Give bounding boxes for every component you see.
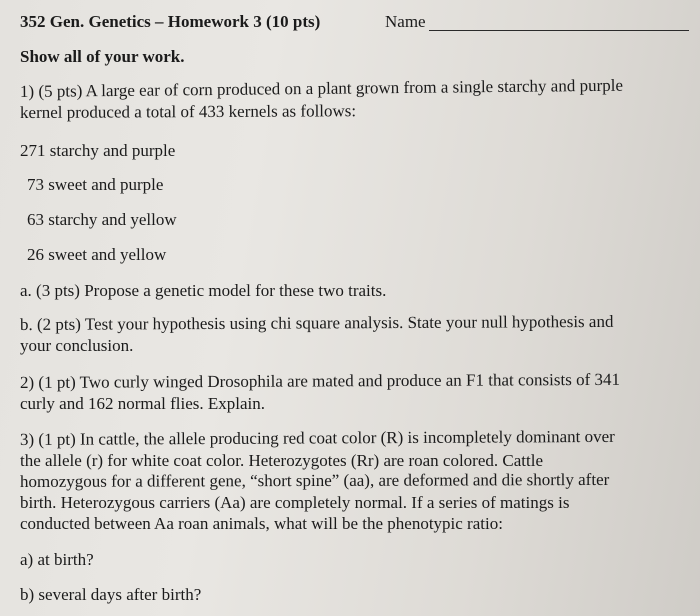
q1-intro-line2: kernel produced a total of 433 kernels as follows: xyxy=(19,101,357,122)
name-blank-line xyxy=(429,30,689,31)
q2-line2: curly and 162 normal flies. Explain. xyxy=(20,394,266,413)
q1-part-a: a. (3 pts) Propose a genetic model for these two traits. xyxy=(20,281,387,300)
q2-line1: 2) (1 pt) Two curly winged Drosophila are mated and produce an F1 that consists of 341 xyxy=(19,369,621,392)
q3-line: the allele (r) for white coat color. Heterozygotes (Rr) are roan colored. Cattle xyxy=(20,451,543,470)
q1-part-b-line1: b. (2 pts) Test your hypothesis using chi square analysis. State your null hypothesis and xyxy=(19,311,614,334)
q3-part-b: b) several days after birth? xyxy=(20,585,202,604)
q3-line: homozygous for a different gene, “short spine” (aa), are deformed and die shortly after xyxy=(19,469,610,491)
instruction-text: Show all of your work. xyxy=(20,47,185,66)
q1-count-item: 73 sweet and purple xyxy=(27,175,164,194)
q3-line: conducted between Aa roan animals, what will be the phenotypic ratio: xyxy=(20,514,503,533)
q1-count-item: 26 sweet and yellow xyxy=(27,245,167,264)
q1-count-item: 271 starchy and purple xyxy=(20,141,176,160)
page-title: 352 Gen. Genetics – Homework 3 (10 pts) xyxy=(20,12,321,31)
q1-count-item: 63 starchy and yellow xyxy=(27,210,177,229)
q3-line: birth. Heterozygous carriers (Aa) are completely normal. If a series of matings is xyxy=(20,493,570,512)
name-label: Name xyxy=(385,12,426,31)
q1-part-b-line2: your conclusion. xyxy=(20,336,134,355)
q3-part-a: a) at birth? xyxy=(20,550,94,569)
q1-intro-line1: 1) (5 pts) A large ear of corn produced on a plant grown from a single starchy and purple xyxy=(19,75,624,101)
q3-line: 3) (1 pt) In cattle, the allele producing red coat color (R) is incompletely dominant over xyxy=(19,426,615,449)
